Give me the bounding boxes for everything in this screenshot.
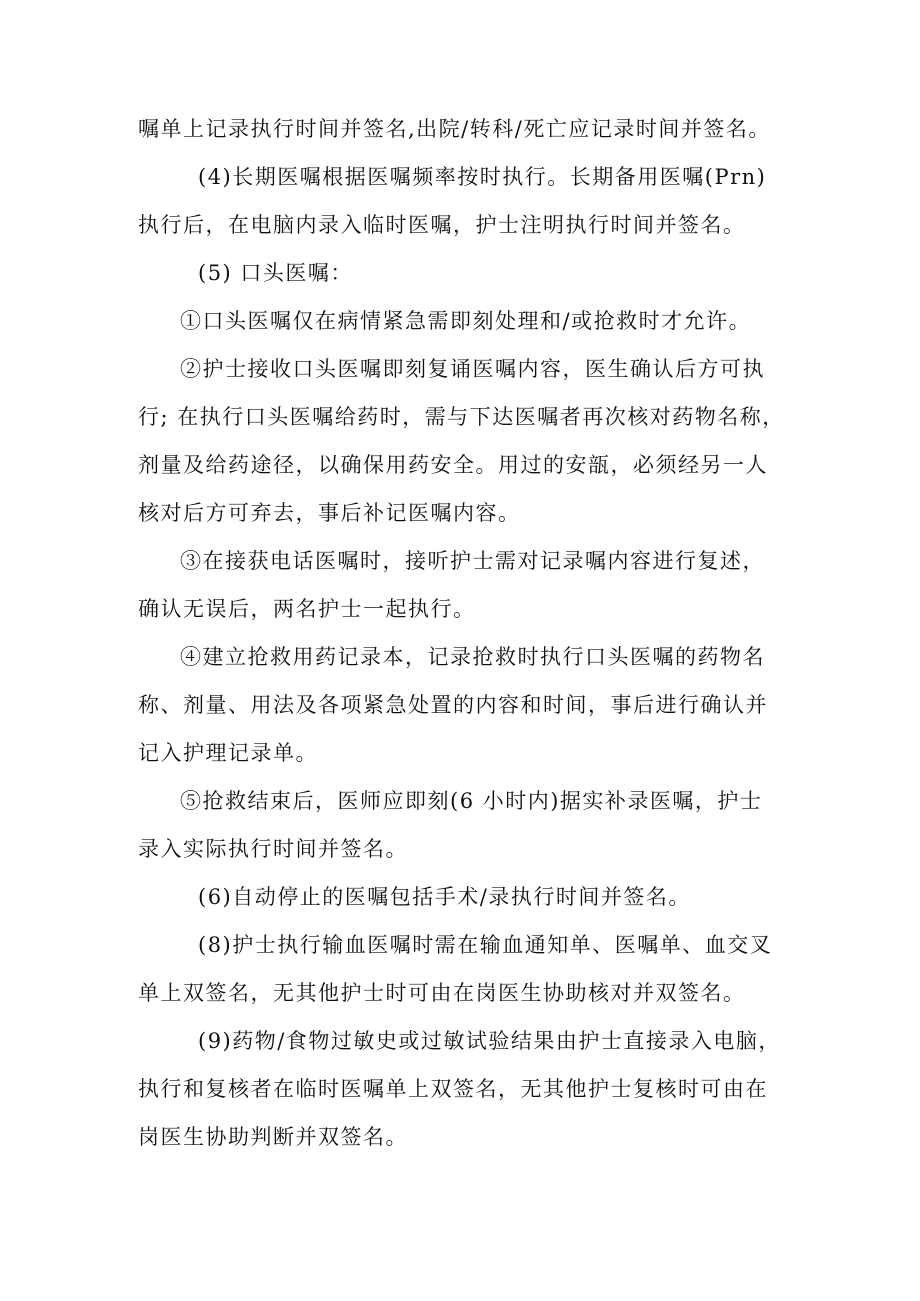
- paragraph-line: 单上双签名，无其他护士时可由在岗医生协助核对并双签名。: [138, 981, 746, 1005]
- paragraph-line: (4)长期医嘱根据医嘱频率按时执行。长期备用医嘱(Prn): [198, 165, 767, 189]
- paragraph-line: ②护士接收口头医嘱即刻复诵医嘱内容，医生确认后方可执: [180, 357, 765, 381]
- paragraph-line: 核对后方可弃去，事后补记医嘱内容。: [138, 501, 521, 525]
- paragraph-line: 记入护理记录单。: [138, 741, 318, 765]
- paragraph-line: 剂量及给药途径，以确保用药安全。用过的安瓿，必须经另一人: [138, 453, 768, 477]
- paragraph-line: ⑤抢救结束后，医师应即刻(6 小时内)据实补录医嘱，护士: [180, 789, 763, 813]
- paragraph-line: 称、剂量、用法及各项紧急处置的内容和时间，事后进行确认并: [138, 693, 768, 717]
- paragraph-line: 执行后，在电脑内录入临时医嘱，护士注明执行时间并签名。: [138, 213, 746, 237]
- paragraph-line: (5) 口头医嘱：: [198, 261, 353, 285]
- paragraph-line: (8)护士执行输血医嘱时需在输血通知单、医嘱单、血交叉: [198, 933, 773, 957]
- paragraph-line: (6)自动停止的医嘱包括手术/录执行时间并签名。: [198, 885, 691, 909]
- paragraph-line: 确认无误后，两名护士一起执行。: [138, 597, 476, 621]
- paragraph-line: (9)药物/食物过敏史或过敏试验结果由护士直接录入电脑，: [198, 1029, 781, 1053]
- paragraph-line: 岗医生协助判断并双签名。: [138, 1125, 408, 1149]
- paragraph-line: 行; 在执行口头医嘱给药时，需与下达医嘱者再次核对药物名称，: [138, 405, 785, 429]
- paragraph-line: 执行和复核者在临时医嘱单上双签名，无其他护士复核时可由在: [138, 1077, 768, 1101]
- document-body: [138, 113, 788, 1153]
- paragraph-line: 嘱单上记录执行时间并签名,出院/转科/死亡应记录时间并签名。: [138, 117, 771, 141]
- paragraph-line: 录入实际执行时间并签名。: [138, 837, 408, 861]
- paragraph-line: ③在接获电话医嘱时，接听护士需对记录嘱内容进行复述，: [180, 549, 765, 573]
- paragraph-line: ①口头医嘱仅在病情紧急需即刻处理和/或抢救时才允许。: [180, 309, 752, 333]
- paragraph-line: ④建立抢救用药记录本，记录抢救时执行口头医嘱的药物名: [180, 645, 765, 669]
